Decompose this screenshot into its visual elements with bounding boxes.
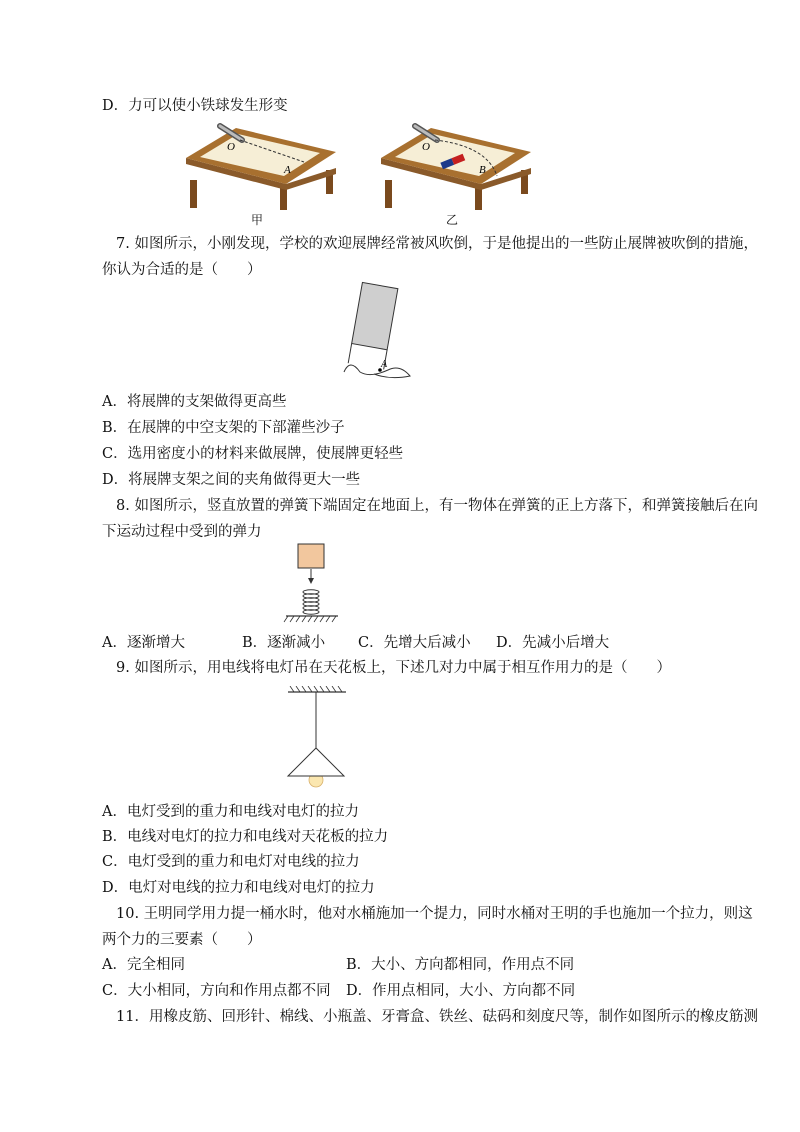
sign-board-icon bbox=[352, 282, 398, 349]
label-a: A bbox=[284, 164, 291, 176]
arrow-down-icon bbox=[308, 578, 314, 584]
label-b: B bbox=[479, 164, 486, 176]
q6-figure-yi bbox=[375, 118, 537, 214]
q9-option-c: C．电灯受到的重力和电灯对电线的拉力 bbox=[102, 854, 360, 870]
q8-stem-line1: 8. 如图所示，竖直放置的弹簧下端固定在地面上，有一物体在弹簧的正上方落下，和弹簧接触后在向 bbox=[116, 498, 758, 514]
q8-spring-figure bbox=[282, 542, 342, 626]
block-icon bbox=[298, 544, 324, 568]
table-leg-icon bbox=[385, 180, 392, 208]
q6-option-d: D．力可以使小铁球发生形变 bbox=[102, 98, 288, 114]
q7-stem-line1: 7. 如图所示，小刚发现，学校的欢迎展牌经常被风吹倒，于是他提出的一些防止展牌被吹倒的措施， bbox=[116, 236, 758, 252]
q7-stem-line2: 你认为合适的是（ ） bbox=[102, 262, 262, 278]
q9-option-d: D．电灯对电线的拉力和电线对电灯的拉力 bbox=[102, 880, 375, 896]
q10-option-d: D．作用点相同，大小、方向都不同 bbox=[346, 983, 576, 999]
spring-icon bbox=[303, 590, 319, 614]
q7-option-a: A．将展牌的支架做得更高些 bbox=[102, 394, 287, 410]
q7-option-d: D．将展牌支架之间的夹角做得更大一些 bbox=[102, 472, 361, 488]
q7-sign-figure bbox=[330, 280, 420, 380]
q10-option-b: B．大小、方向都相同，作用点不同 bbox=[346, 957, 575, 973]
q8-option-c: C．先增大后减小 bbox=[358, 635, 471, 651]
q8-option-a: A．逐渐增大 bbox=[102, 635, 185, 651]
q10-stem-line1: 10. 王明同学用力提一桶水时，他对水桶施加一个提力，同时水桶对王明的手也施加一个拉力，则这 bbox=[116, 906, 753, 922]
ceiling-hatch-icon bbox=[290, 686, 342, 692]
q6-figure-jia bbox=[180, 118, 342, 214]
q9-lamp-figure bbox=[282, 686, 352, 794]
lampshade-icon bbox=[288, 748, 344, 776]
q10-stem-line2: 两个力的三要素（ ） bbox=[102, 932, 262, 948]
q11-stem-line1: 11．用橡皮筋、回形针、棉线、小瓶盖、牙膏盒、铁丝、砝码和刻度尺等，制作如图所示的橡皮筋测 bbox=[116, 1009, 758, 1025]
sign-stand-icon bbox=[344, 365, 410, 378]
label-o: O bbox=[227, 141, 235, 153]
q7-option-b: B．在展牌的中空支架的下部灌些沙子 bbox=[102, 420, 345, 436]
q10-option-c: C．大小相同，方向和作用点都不同 bbox=[102, 983, 331, 999]
figure-caption-jia: 甲 bbox=[251, 213, 264, 227]
q8-option-d: D．先减小后增大 bbox=[496, 635, 610, 651]
q10-option-a: A．完全相同 bbox=[102, 957, 185, 973]
label-a: A bbox=[381, 359, 388, 370]
q9-stem: 9. 如图所示，用电线将电灯吊在天花板上，下述几对力中属于相互作用力的是（ ） bbox=[116, 660, 671, 676]
q7-option-c: C．选用密度小的材料来做展牌，使展牌更轻些 bbox=[102, 446, 404, 462]
figure-caption-yi: 乙 bbox=[446, 213, 459, 227]
q9-option-b: B．电线对电灯的拉力和电线对天花板的拉力 bbox=[102, 829, 389, 845]
table-leg-icon bbox=[190, 180, 197, 208]
label-o: O bbox=[422, 141, 430, 153]
q8-stem-line2: 下运动过程中受到的弹力 bbox=[102, 524, 262, 540]
q9-option-a: A．电灯受到的重力和电线对电灯的拉力 bbox=[102, 804, 359, 820]
ground-hatch-icon bbox=[284, 616, 336, 622]
q8-option-b: B．逐渐减小 bbox=[242, 635, 326, 651]
